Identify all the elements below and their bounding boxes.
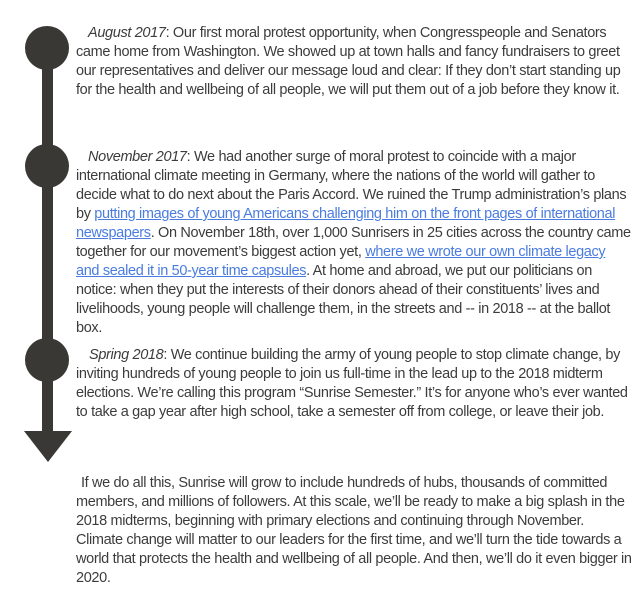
paragraph-august-2017 — [76, 24, 632, 100]
arrow-down-icon — [24, 431, 72, 462]
paragraph-text: : We had another surge of moral protest to coincide with a major international climate meeting in Germany, where the nations of the world will gather to decide what to do next about the Paris Accord. We ruined the Trump administration’s plans by — [76, 149, 627, 222]
paragraph-text: : We continue building the army of young people to stop climate change, by inviting hundreds of young people to join us full-time in the lead up to the 2018 midterm elections. We’re calling this program “Sunrise Semester.” It’s for anyone who’s ever wanted to take a gap year after high school, take a semester off from college, or leave their job. — [76, 347, 628, 420]
paragraph-text: : Our first moral protest opportunity, when Congresspeople and Senators came home from Washington. We showed up at town halls and fancy fundraisers to greet our representatives and deliver our message loud and clear: If they don’t start standing up for the health and wellbeing of all people, we will put them out of a job before they know it. — [76, 25, 621, 98]
date-label-november-2017: November 2017 — [88, 149, 187, 165]
paragraph-conclusion — [76, 474, 632, 588]
timeline-dot-november-2017 — [25, 144, 69, 188]
timeline-dot-august-2017 — [25, 26, 69, 70]
paragraph-november-2017 — [76, 148, 632, 338]
link-time-capsules[interactable]: where we wrote our own climate legacy and sealed it in 50-year time capsules — [76, 244, 606, 279]
timeline-dot-spring-2018 — [25, 338, 69, 382]
paragraph-text: . On November 18th, over 1,000 Sunrisers in 25 cities across the country came together for our movement’s biggest action yet, — [76, 225, 631, 260]
date-label-spring-2018: Spring 2018 — [89, 347, 164, 363]
paragraph-text: If we do all this, Sunrise will grow to include hundreds of hubs, thousands of committed members, and millions of followers. At this scale, we’ll be ready to make a big splash in the 2018 midterms, beginning with primary elections and continuing through November. Climate change will matter to our leaders for the first time, and we’ll turn the tide towards a world that protects the health and wellbeing of all people. And then, we’ll do it even bigger in 2020. — [76, 475, 632, 586]
paragraph-spring-2018 — [76, 346, 632, 422]
date-label-august-2017: August 2017 — [88, 25, 166, 41]
paragraph-text: . At home and abroad, we put our politicians on notice: when they put the interests of their donors ahead of their constituents’ lives and livelihoods, young people will challenge them, in the streets and -- in 2018 -- at the ballot box. — [76, 263, 611, 336]
link-front-pages-newspapers[interactable]: putting images of young Americans challenging him on the front pages of international newspapers — [76, 206, 616, 241]
